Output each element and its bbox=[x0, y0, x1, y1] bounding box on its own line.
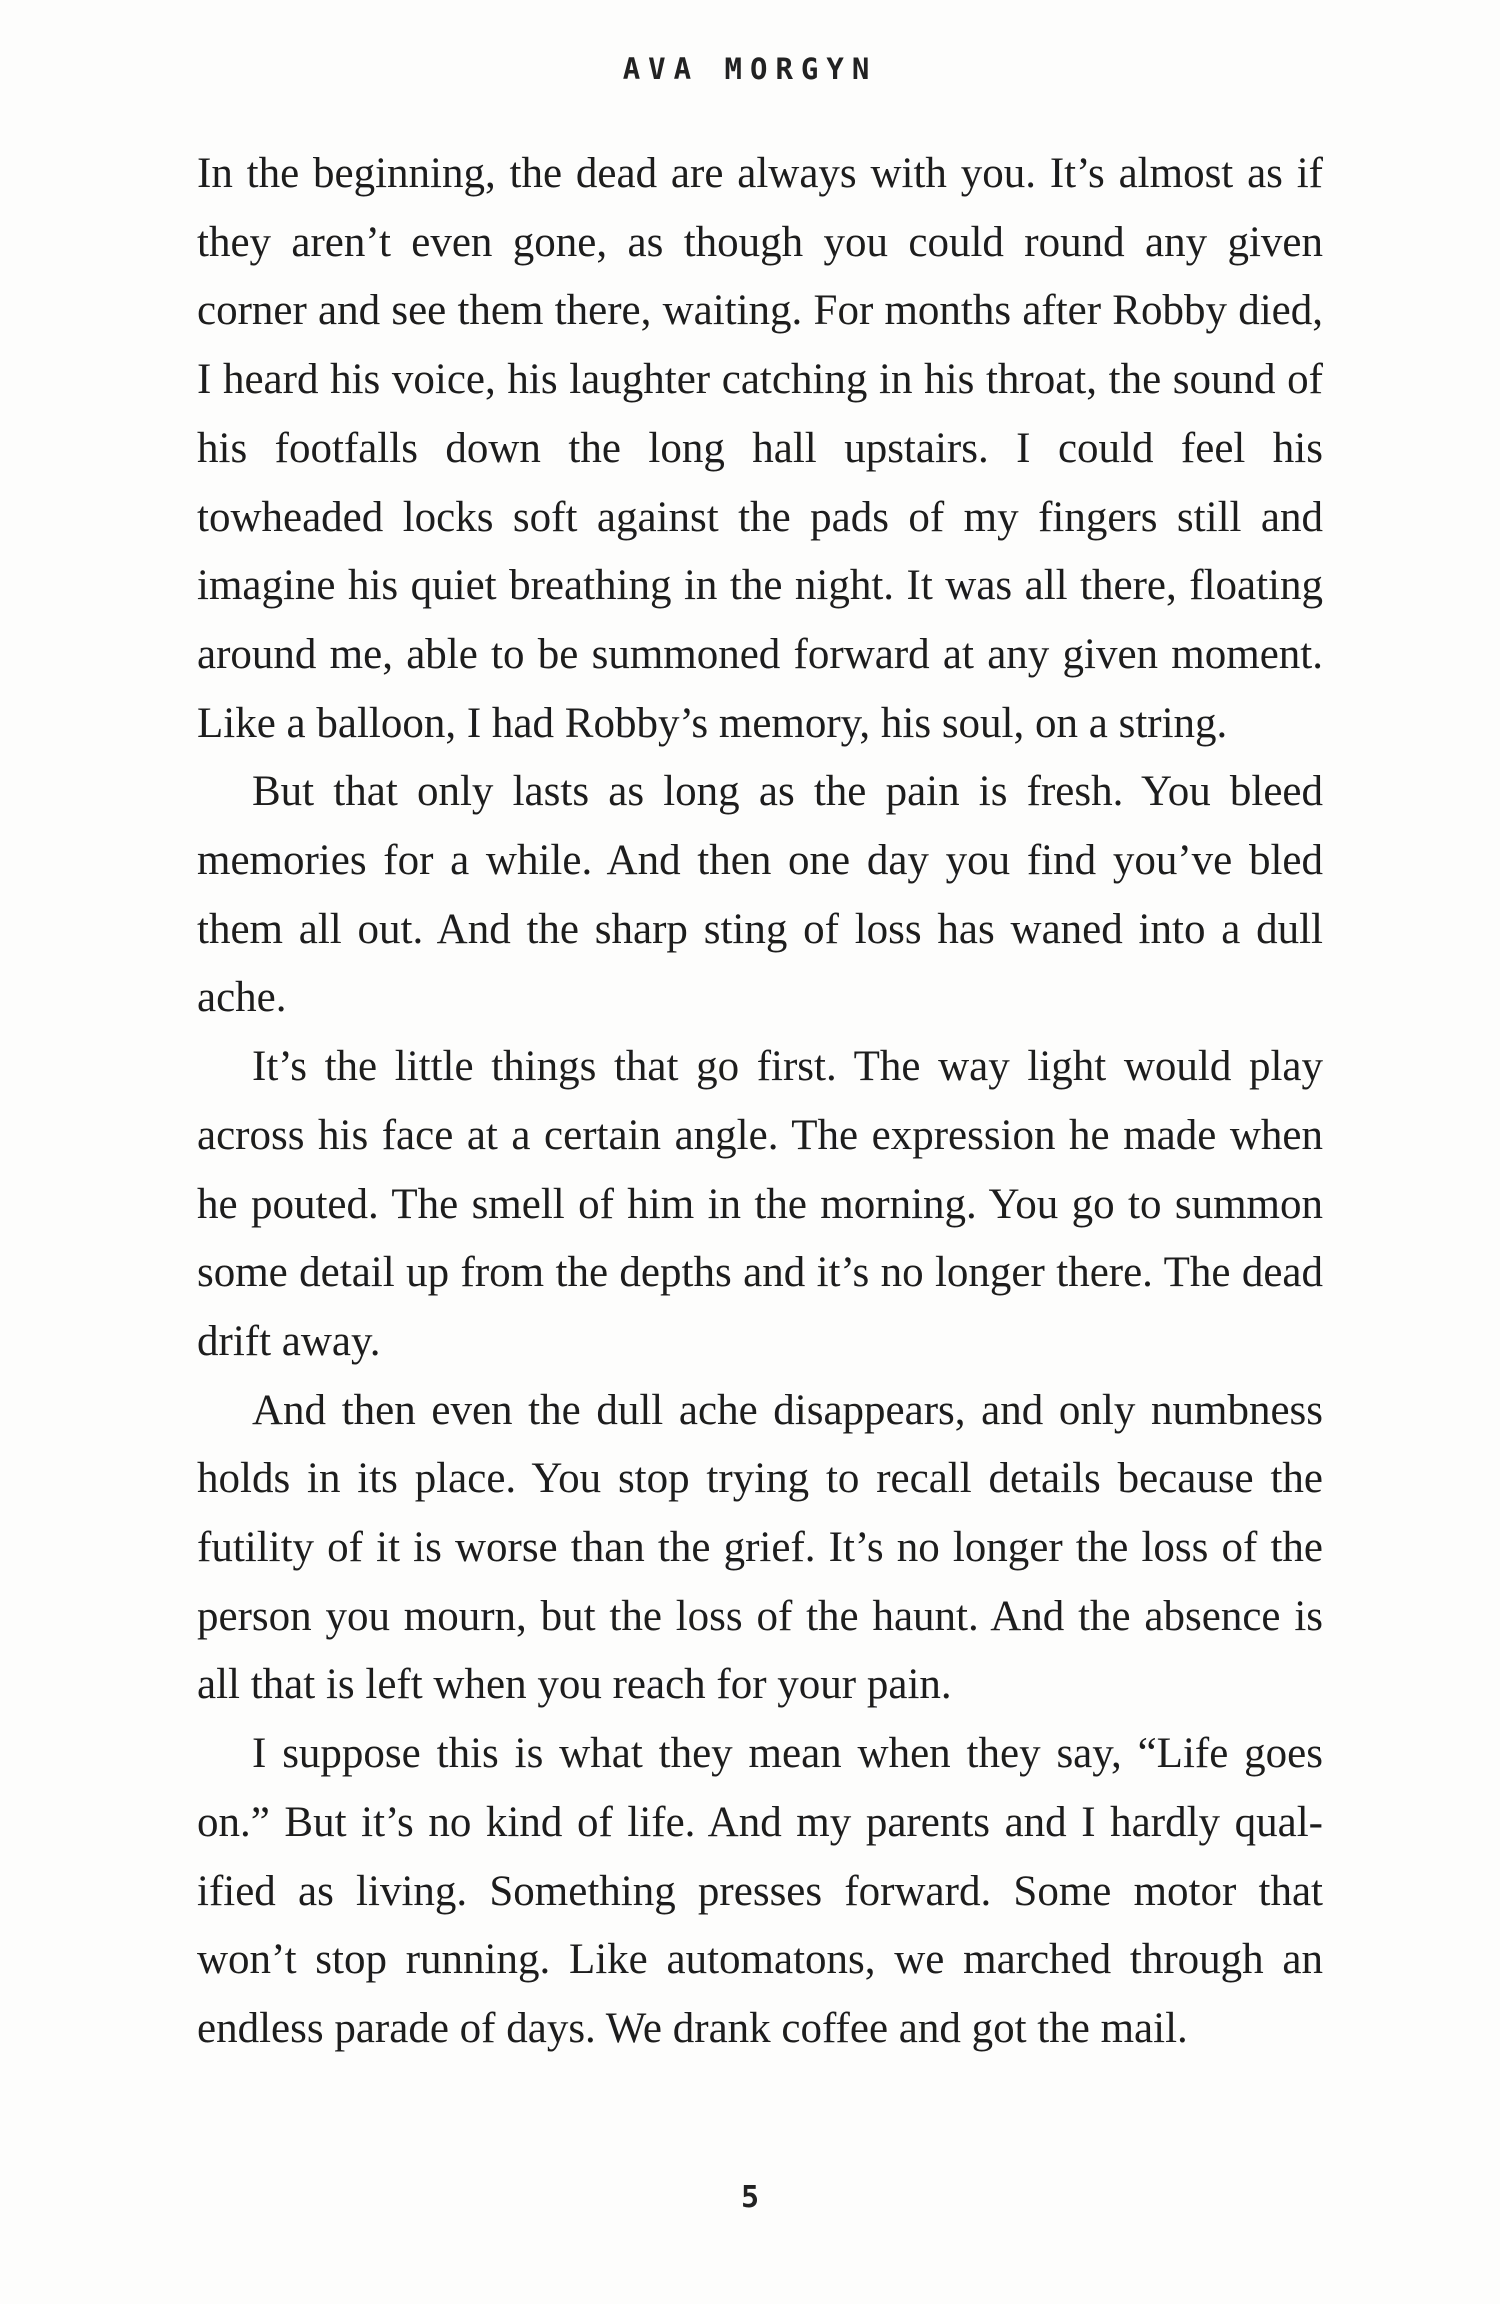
paragraph-5: I suppose this is what they mean when they say, “Life goes on.” But it’s no kind of life. And my parents and I hardly qualified as living. Something presses forward. Some motor that won’t stop running. Like automatons, we marched through an endless parade of days. We drank coffee and got the mail. bbox=[197, 1730, 1323, 2052]
paragraph-2: But that only lasts as long as the pain is fresh. You bleed memories for a while. And then one day you find you’ve bled them all out. And the sharp sting of loss has waned into a dull ache. bbox=[197, 768, 1323, 1022]
running-head: AVA MORGYN bbox=[622, 52, 878, 86]
page-number: 5 bbox=[740, 2180, 760, 2215]
paragraph-4: And then even the dull ache disappears, and only numbness holds in its place. You stop trying to recall details because the futility of it is worse than the grief. It’s no longer the loss of the person you mourn, but the loss of the haunt. And the absence is all that is left when you reach for your pain. bbox=[197, 1386, 1323, 1709]
paragraph-3: It’s the little things that go first. The way light would play across his face at a certain angle. The expression he made when he pouted. The smell of him in the morning. You go to summon some detail up from the depths and it’s no longer there. The dead drift away. bbox=[197, 1043, 1323, 1365]
paragraph-1: In the beginning, the dead are always with you. It’s almost as if they aren’t even gone, as though you could round any given corner and see them there, waiting. For months after Robby died, I heard his voice, his laughter catching in his throat, the sound of his footfalls down the long hall upstairs. I could feel his towheaded locks soft against the pads of my fingers still and imagine his quiet breathing in the night. It was all there, floating around me, able to be summoned forward at any given moment. Like a balloon, I had Robby’s memory, his soul, on a string. bbox=[197, 150, 1323, 747]
body-text bbox=[197, 140, 1323, 2064]
